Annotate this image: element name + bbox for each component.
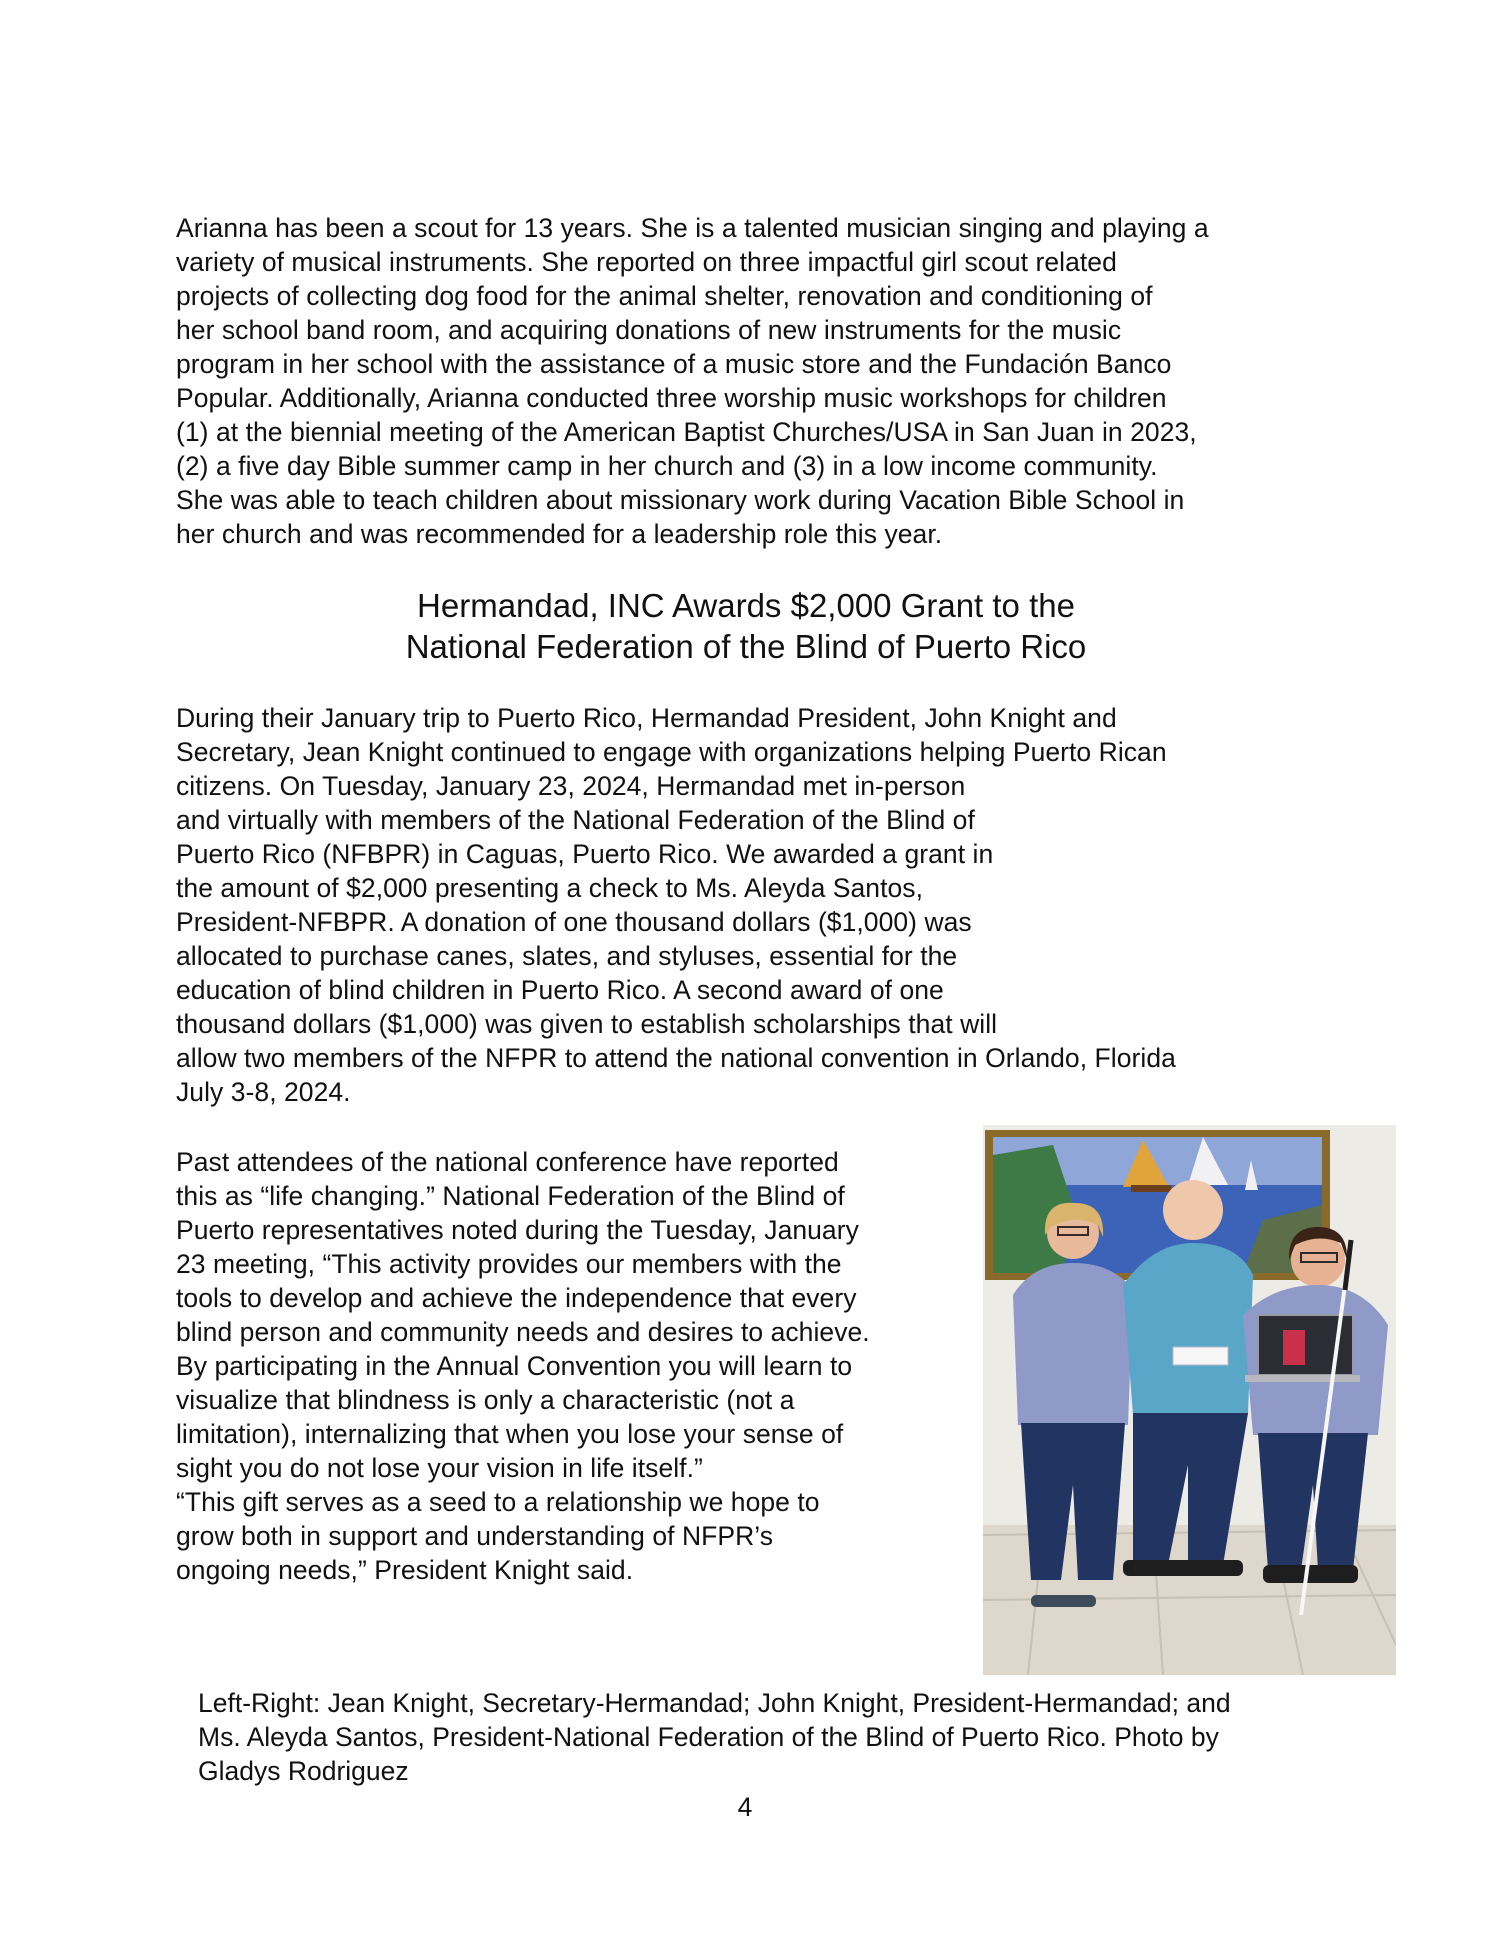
text-line: education of blind children in Puerto Rico. A second award of one	[176, 975, 944, 1005]
person-left-sandals	[1031, 1595, 1096, 1607]
text-line: Puerto Rico (NFBPR) in Caguas, Puerto Rico. We awarded a grant in	[176, 839, 994, 869]
text-line: Past attendees of the national conference have reported	[176, 1147, 839, 1177]
caption-line: Ms. Aleyda Santos, President-National Federation of the Blind of Puerto Rico. Photo by	[198, 1722, 1219, 1752]
text-line: By participating in the Annual Convention you will learn to	[176, 1351, 853, 1381]
text-line: Secretary, Jean Knight continued to engage with organizations helping Puerto Rican	[176, 737, 1167, 767]
check	[1173, 1347, 1228, 1365]
text-line: and virtually with members of the National Federation of the Blind of	[176, 805, 975, 835]
text-line: her church and was recommended for a leadership role this year.	[176, 519, 943, 549]
caption-line: Left-Right: Jean Knight, Secretary-Hermandad; John Knight, President-Hermandad; and	[198, 1688, 1231, 1718]
text-line: sight you do not lose your vision in life itself.”	[176, 1453, 703, 1483]
text-line: projects of collecting dog food for the animal shelter, renovation and conditioning of	[176, 281, 1153, 311]
laptop-base	[1245, 1375, 1360, 1382]
text-line: During their January trip to Puerto Rico, Hermandad President, John Knight and	[176, 703, 1117, 733]
text-line: blind person and community needs and desires to achieve.	[176, 1317, 870, 1347]
text-line: Arianna has been a scout for 13 years. She is a talented musician singing and playing a	[176, 213, 1209, 243]
group-photo	[983, 1125, 1396, 1675]
text-line: visualize that blindness is only a characteristic (not a	[176, 1385, 795, 1415]
heading-line-1: Hermandad, INC Awards $2,000 Grant to the	[417, 587, 1075, 624]
text-line: Puerto representatives noted during the Tuesday, January	[176, 1215, 859, 1245]
text-line: “This gift serves as a seed to a relationship we hope to	[176, 1487, 820, 1517]
heading-line-2: National Federation of the Blind of Puerto Rico	[405, 628, 1087, 665]
person-middle-head	[1163, 1180, 1223, 1240]
text-line: She was able to teach children about missionary work during Vacation Bible School in	[176, 485, 1185, 515]
text-line: thousand dollars ($1,000) was given to establish scholarships that will	[176, 1009, 998, 1039]
text-line: 23 meeting, “This activity provides our members with the	[176, 1249, 842, 1279]
person-middle-shoes	[1123, 1560, 1243, 1576]
text-line: citizens. On Tuesday, January 23, 2024, Hermandad met in-person	[176, 771, 966, 801]
text-line: President-NFBPR. A donation of one thousand dollars ($1,000) was	[176, 907, 972, 937]
text-line: limitation), internalizing that when you lose your sense of	[176, 1419, 844, 1449]
text-line: tools to develop and achieve the independence that every	[176, 1283, 857, 1313]
person-left-shirt	[1013, 1263, 1133, 1425]
text-line: July 3-8, 2024.	[176, 1077, 351, 1107]
text-line: grow both in support and understanding of NFPR’s	[176, 1521, 774, 1551]
text-line: variety of musical instruments. She reported on three impactful girl scout related	[176, 247, 1117, 277]
person-right-boots	[1263, 1565, 1358, 1583]
person-middle-shirt	[1123, 1243, 1253, 1415]
text-line: (2) a five day Bible summer camp in her church and (3) in a low income community.	[176, 451, 1158, 481]
text-line: this as “life changing.” National Federation of the Blind of	[176, 1181, 845, 1211]
laptop-screen-video	[1283, 1330, 1305, 1365]
text-line: allocated to purchase canes, slates, and styluses, essential for the	[176, 941, 958, 971]
text-line: allow two members of the NFPR to attend the national convention in Orlando, Florida	[176, 1043, 1176, 1073]
text-line: program in her school with the assistance of a music store and the Fundación Banco	[176, 349, 1172, 379]
painting-boat-hull	[1131, 1185, 1171, 1192]
text-line: Popular. Additionally, Arianna conducted three worship music workshops for children	[176, 383, 1167, 413]
text-line: (1) at the biennial meeting of the American Baptist Churches/USA in San Juan in 2023,	[176, 417, 1197, 447]
page-number: 4	[737, 1792, 753, 1822]
text-line: her school band room, and acquiring donations of new instruments for the music	[176, 315, 1122, 345]
text-line: ongoing needs,” President Knight said.	[176, 1555, 634, 1585]
caption-line: Gladys Rodriguez	[198, 1756, 409, 1786]
text-line: the amount of $2,000 presenting a check to Ms. Aleyda Santos,	[176, 873, 923, 903]
